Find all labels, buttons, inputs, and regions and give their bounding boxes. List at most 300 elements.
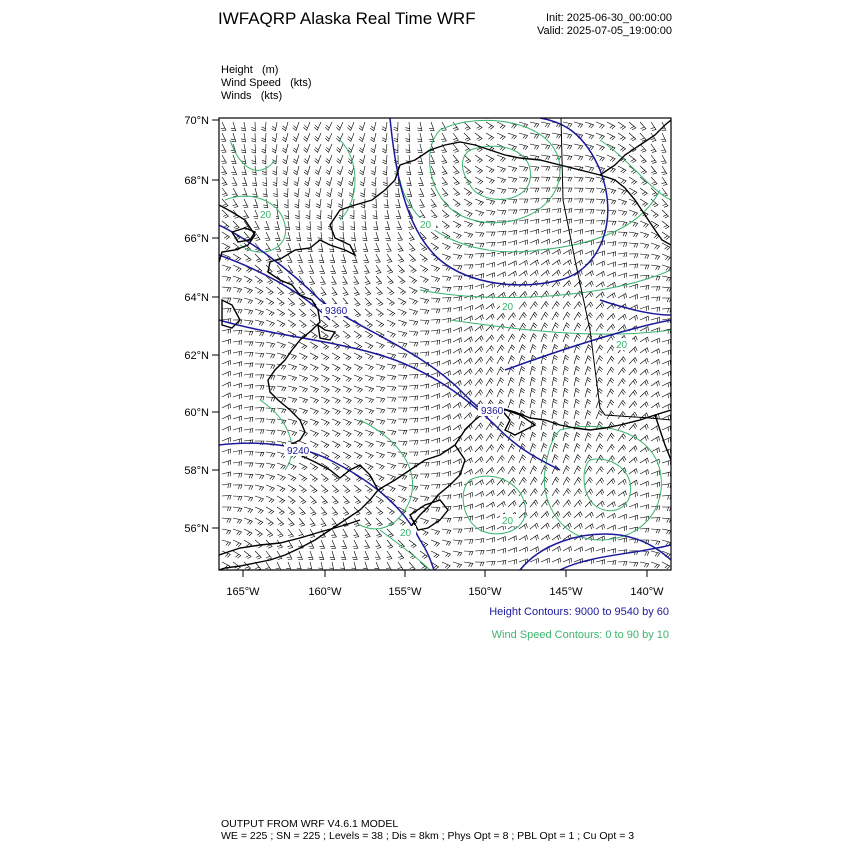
wind-barb (530, 377, 536, 386)
wind-barb (530, 547, 539, 552)
wind-barb (409, 452, 418, 456)
wind-barb (398, 463, 407, 468)
wind-barb (231, 133, 236, 142)
wind-barb (442, 495, 451, 500)
wind-barb (376, 518, 382, 526)
wind-barb (376, 309, 383, 317)
wind-barb (398, 430, 407, 434)
wind-barb (662, 361, 671, 366)
wind-barb (530, 260, 539, 266)
wind-barb (409, 276, 417, 283)
wind-barb (497, 133, 505, 140)
wind-barb (383, 177, 387, 186)
wind-barb (563, 477, 570, 485)
wind-barb (265, 232, 270, 241)
wind-barb (541, 122, 550, 128)
wind-barb (486, 561, 495, 565)
wind-barb (386, 243, 391, 252)
wind-barb (330, 551, 335, 560)
wind-barb (441, 155, 446, 164)
wind-barb (464, 210, 472, 217)
wind-barb (464, 446, 472, 452)
wind-barb (486, 133, 494, 140)
wind-barb (263, 188, 267, 197)
wind-barb (596, 313, 604, 320)
wind-barb (431, 330, 440, 335)
wind-barb (343, 452, 351, 459)
wind-barb (541, 443, 547, 452)
wind-barb (651, 471, 659, 476)
wind-barb (618, 253, 627, 258)
wind-barb (442, 276, 451, 281)
wind-barb (662, 404, 671, 409)
wind-barb (651, 551, 660, 557)
wind-barb (387, 430, 396, 435)
wind-barb (297, 254, 302, 263)
wind-barb (442, 308, 451, 313)
variable-height: Height (m) (221, 64, 279, 76)
wind-barb (295, 199, 299, 208)
wind-barb (442, 349, 451, 354)
wind-barb (406, 122, 410, 131)
wind-barb (325, 122, 332, 130)
wind-barb (332, 496, 338, 504)
wind-barb (352, 551, 357, 559)
wind-barb (629, 243, 638, 248)
wind-barb (508, 501, 516, 507)
wind-barb (519, 512, 527, 518)
wind-barb (475, 562, 484, 566)
wind-barb (308, 551, 313, 560)
wind-barb (420, 254, 427, 262)
wind-barb (325, 133, 332, 141)
wind-barb (409, 374, 418, 378)
wind-barb (272, 166, 277, 175)
wind-barb (486, 188, 495, 194)
wind-barb (354, 298, 360, 306)
wind-barb (359, 122, 365, 131)
wind-barb (629, 379, 637, 386)
wind-barb (318, 243, 323, 252)
wind-barb (431, 450, 440, 455)
wind-barb (310, 386, 318, 393)
wind-barb (277, 507, 284, 515)
wind-barb (431, 529, 440, 535)
wind-barb (288, 375, 297, 381)
wind-barb (305, 188, 310, 197)
wind-barb (233, 372, 242, 377)
wind-barb (629, 368, 637, 375)
wind-barb (486, 122, 494, 129)
wind-barb (585, 433, 591, 441)
wind-barb (519, 133, 528, 139)
wind-barb (651, 518, 660, 522)
wind-barb (574, 455, 581, 463)
wind-barb (519, 455, 526, 463)
wind-barb (417, 144, 422, 153)
wind-barb (552, 260, 560, 265)
wind-barb (453, 348, 462, 353)
wind-barb (299, 320, 306, 328)
wind-barb (409, 562, 415, 570)
wind-barb (310, 364, 318, 371)
wind-barb (574, 366, 580, 375)
wind-barb (360, 188, 365, 197)
lat-label: 64°N (184, 292, 209, 304)
wind-barb (530, 133, 539, 139)
wind-barb (339, 221, 343, 230)
wind-barb (277, 320, 285, 327)
wind-barb (365, 397, 374, 403)
wind-barb (255, 463, 264, 468)
wind-barb (387, 309, 395, 316)
wind-barb (629, 457, 637, 463)
lat-label: 68°N (184, 175, 209, 187)
wind-barb (299, 408, 308, 414)
wind-barb (231, 155, 236, 163)
wind-barb (351, 232, 356, 241)
wind-barb (629, 515, 638, 520)
wind-barb (365, 485, 372, 493)
wind-barb (310, 353, 318, 360)
wind-barb (233, 287, 242, 293)
wind-barb (420, 496, 429, 501)
wind-barb (398, 320, 407, 326)
wind-barb (375, 254, 380, 263)
wind-barb (296, 221, 300, 230)
wind-barb (253, 188, 258, 197)
wind-barb (662, 460, 671, 465)
wind-barb (442, 415, 451, 420)
wind-barb (563, 133, 572, 139)
wind-barb (406, 166, 411, 175)
wind-barb (442, 177, 448, 185)
wind-barb (651, 392, 659, 398)
wind-barb (398, 551, 404, 559)
wind-barb (255, 430, 264, 434)
wind-barb (563, 144, 572, 149)
wind-barb (453, 199, 460, 207)
lon-label: 155°W (388, 586, 422, 598)
wind-barb (430, 155, 435, 164)
wind-barb (475, 304, 484, 309)
wind-barb (530, 240, 539, 245)
lon-label: 165°W (226, 586, 260, 598)
wind-barb (618, 562, 627, 566)
wind-barb (519, 302, 527, 309)
wind-barb (326, 177, 332, 186)
wind-barb (320, 276, 325, 285)
wind-barb (310, 331, 317, 339)
wind-barb (376, 375, 385, 381)
wind-barb (464, 326, 473, 331)
wind-barb (662, 518, 671, 523)
wind-barb (651, 529, 660, 533)
wind-barb (651, 494, 660, 499)
wind-barb (299, 518, 305, 526)
wind-barb (310, 474, 317, 482)
wind-barb (574, 477, 581, 485)
wind-barb (442, 540, 451, 546)
wind-barb (316, 199, 321, 208)
wind-barb (376, 419, 385, 425)
wind-barb (363, 562, 368, 571)
wind-barb (303, 122, 310, 130)
wind-barb (331, 276, 336, 285)
lat-label: 66°N (184, 233, 209, 245)
wind-barb (244, 352, 253, 356)
wind-barb (596, 188, 605, 193)
wind-barb (310, 419, 318, 426)
wind-barb (409, 342, 418, 346)
wind-barb (574, 523, 582, 529)
wind-barb (607, 367, 614, 375)
wind-barb (284, 188, 288, 197)
lon-label: 140°W (630, 586, 664, 598)
wind-barb (442, 529, 451, 534)
wind-barb (475, 423, 483, 430)
wind-barb (508, 177, 517, 182)
wind-barb (255, 551, 261, 559)
wind-barb (574, 188, 583, 192)
wind-barb (376, 441, 385, 447)
wind-barb (365, 408, 374, 414)
lat-label: 70°N (184, 115, 209, 127)
wind-barb (519, 388, 525, 397)
wind-barb (552, 477, 559, 485)
wind-barb (519, 500, 527, 507)
wind-barb (618, 379, 625, 387)
wind-barb (332, 430, 340, 437)
wind-barb (475, 155, 482, 163)
wind-barb (640, 481, 649, 486)
wind-barb (596, 433, 603, 441)
wind-barb (464, 540, 473, 544)
wind-barb (283, 166, 288, 175)
wind-barb (350, 221, 354, 230)
wind-barb (372, 199, 376, 208)
wind-barb (640, 348, 648, 353)
wind-barb (508, 466, 515, 474)
wind-barb (640, 296, 649, 301)
wind-barb (222, 495, 231, 499)
wind-barb (453, 402, 461, 408)
wind-barb (475, 336, 483, 342)
wind-barb (431, 372, 440, 377)
wind-barb (596, 489, 604, 496)
wind-barb (231, 122, 236, 131)
wind-barb (475, 468, 483, 474)
wind-barb (272, 133, 277, 142)
wind-barb (585, 177, 594, 182)
wind-barb (453, 133, 458, 141)
wind-barb (304, 166, 310, 175)
wind-barb (353, 265, 358, 274)
wind-barb (563, 512, 571, 519)
wind-barb (661, 155, 666, 164)
wind-barb (541, 250, 550, 255)
wind-barb (337, 177, 343, 186)
wind-barb (244, 406, 253, 411)
wind-barb (376, 265, 381, 274)
wind-barb (387, 265, 393, 273)
wind-barb (354, 397, 363, 403)
wind-barb (373, 210, 377, 219)
wind-barb (299, 529, 304, 538)
wind-barb (431, 473, 440, 478)
wind-barb (651, 254, 660, 260)
valid-time: Valid: 2025-07-05_19:00:00 (537, 25, 672, 37)
wind-barb (497, 378, 504, 386)
wind-barb (376, 507, 383, 515)
wind-barb (277, 386, 286, 391)
wind-barb (530, 219, 539, 224)
wind-barb (651, 122, 656, 131)
wind-barb (541, 558, 550, 563)
wind-barb (233, 199, 238, 208)
wind-barb (353, 276, 358, 285)
wind-barb (222, 415, 231, 420)
wind-barb (337, 144, 344, 152)
wind-barb (321, 331, 328, 339)
wind-barb (453, 221, 461, 228)
wind-barb (332, 320, 339, 328)
wind-barb (486, 199, 495, 205)
wind-barb (233, 362, 242, 367)
wind-barb (651, 188, 658, 196)
wind-barb (453, 254, 462, 259)
wind-barb (244, 518, 252, 525)
wind-barb (365, 364, 373, 370)
wind-barb (629, 469, 637, 474)
wind-barb (475, 457, 483, 463)
wind-barb (317, 210, 321, 219)
wind-barb (662, 177, 668, 186)
wind-barb (376, 276, 382, 284)
wind-barb (563, 443, 569, 452)
lon-label: 150°W (468, 586, 502, 598)
wind-barb (519, 433, 525, 442)
wind-speed-contour-label: 20 (260, 210, 272, 221)
wind-barb (497, 367, 504, 375)
wind-barb (618, 368, 626, 375)
wind-barb (387, 507, 394, 515)
wind-barb (314, 122, 321, 130)
wind-barb (475, 379, 483, 386)
wind-barb (563, 312, 570, 320)
wind-barb (475, 284, 483, 289)
wind-barb (261, 122, 266, 131)
wind-barb (293, 133, 299, 142)
wind-barb (353, 540, 358, 549)
wind-barb (607, 513, 616, 518)
wind-barb (431, 210, 437, 218)
height-contour-label: 9360 (481, 406, 504, 417)
wind-barb (407, 188, 412, 197)
wind-barb (508, 199, 517, 204)
wind-barb (508, 378, 514, 387)
wind-barb (651, 166, 657, 174)
wind-barb (255, 540, 262, 548)
wind-barb (273, 177, 277, 186)
wind-barb (475, 515, 483, 520)
footer-line-1: OUTPUT FROM WRF V4.6.1 MODEL (221, 818, 399, 830)
wind-barb (629, 232, 638, 237)
wind-barb (508, 313, 516, 320)
wind-barb (244, 384, 253, 389)
wind-barb (222, 507, 231, 511)
wind-barb (395, 188, 400, 197)
wind-barb (453, 529, 462, 533)
wind-barb (563, 355, 569, 364)
wind-barb (331, 529, 336, 538)
wind-barb (282, 144, 288, 153)
wind-barb (607, 188, 616, 194)
wind-barb (596, 144, 604, 150)
wind-barb (361, 210, 365, 219)
wind-barb (244, 309, 253, 314)
wind-barb (585, 356, 591, 364)
wind-barb (486, 468, 494, 475)
wind-barb (360, 177, 365, 186)
wind-barb (387, 364, 396, 369)
wind-barb (519, 366, 525, 375)
wind-barb (464, 369, 472, 375)
wind-barb (607, 549, 616, 554)
wind-barb (310, 441, 318, 448)
wind-barb (530, 466, 537, 474)
wind-barb (651, 540, 660, 545)
wind-barb (442, 393, 451, 398)
wind-barb (574, 489, 582, 496)
wind-barb (486, 538, 495, 543)
wind-barb (244, 474, 253, 478)
wind-barb (365, 386, 374, 392)
wind-barb (275, 232, 280, 240)
wind-barb (486, 456, 494, 463)
wind-barb (464, 305, 473, 310)
wind-barb (332, 485, 339, 493)
height-contour (600, 300, 671, 315)
wind-barb (519, 312, 526, 320)
wind-barb (321, 507, 327, 515)
wind-barb (354, 419, 362, 425)
wind-barb (563, 558, 572, 563)
wind-barb (486, 445, 494, 452)
wind-barb (596, 292, 604, 298)
wind-barb (332, 419, 340, 426)
wind-barb (541, 166, 550, 171)
wind-barb (288, 507, 295, 515)
wind-barb (574, 355, 580, 364)
wind-barb (530, 166, 539, 171)
wind-barb (585, 250, 594, 255)
wind-barb (607, 155, 615, 162)
wind-barb (277, 287, 284, 295)
wind-barb (519, 477, 526, 485)
wind-barb (530, 432, 536, 441)
wind-barb (563, 466, 570, 474)
wind-barb (409, 418, 418, 422)
wind-barb (329, 232, 333, 241)
wind-barb (299, 463, 307, 470)
wind-barb (398, 287, 406, 295)
wind-barb (332, 397, 340, 404)
wind-barb (486, 491, 494, 497)
wind-barb (618, 166, 626, 173)
wind-barb (297, 562, 302, 571)
wind-barb (431, 383, 439, 388)
